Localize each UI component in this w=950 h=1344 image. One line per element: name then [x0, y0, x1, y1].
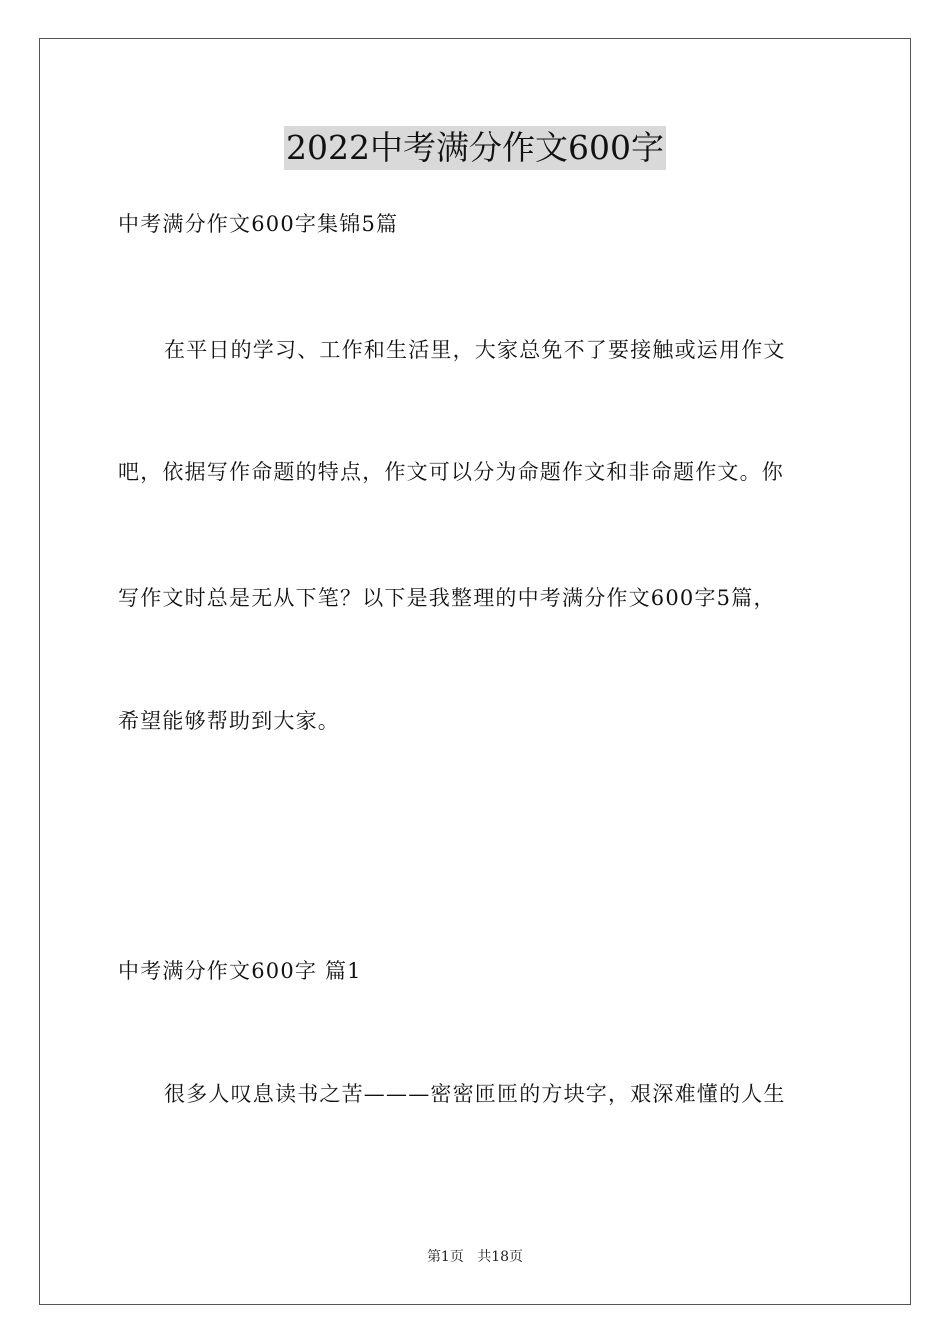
title-container — [0, 126, 950, 170]
page-number: 第1页 — [426, 1249, 464, 1265]
intro-line-1: 在平日的学习、工作和生活里，大家总免不了要接触或运用作文 — [164, 338, 786, 362]
section-first-line: 很多人叹息读书之苦———密密匝匝的方块字，艰深难懂的人生 — [164, 1082, 786, 1106]
page-footer — [0, 1247, 950, 1267]
document-title: 2022中考满分作文600字 — [284, 126, 666, 170]
intro-line-3: 写作文时总是无从下笔？以下是我整理的中考满分作文600字5篇， — [118, 586, 776, 610]
document-subtitle: 中考满分作文600字集锦5篇 — [118, 212, 399, 236]
page-total: 共18页 — [477, 1249, 524, 1265]
intro-line-2: 吧，依据写作命题的特点，作文可以分为命题作文和非命题作文。你 — [118, 460, 784, 484]
intro-line-4: 希望能够帮助到大家。 — [118, 709, 340, 733]
section-heading: 中考满分作文600字 篇1 — [118, 959, 362, 983]
